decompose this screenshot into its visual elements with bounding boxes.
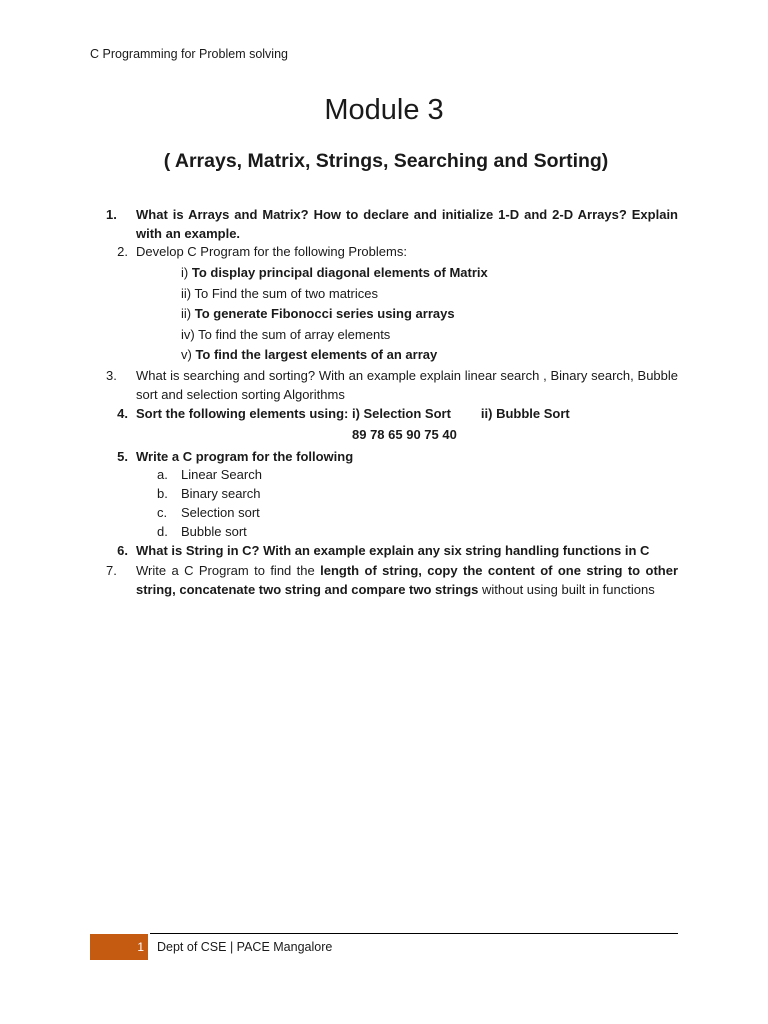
- sub-item-prefix: iv): [181, 327, 199, 342]
- question-number: 7.: [106, 563, 117, 578]
- question-text: Write a C Program to find the: [136, 563, 321, 578]
- sub-item-prefix: i): [181, 265, 192, 280]
- question-number: 4.: [117, 406, 128, 421]
- footer-rule: [150, 933, 678, 934]
- question-text: Sort the following elements using: i) Selection Sort: [136, 406, 451, 421]
- question-number: 2.: [117, 244, 128, 259]
- page-title: Module 3: [324, 94, 444, 126]
- question-3: [106, 367, 678, 404]
- sub-item-prefix: ii): [181, 286, 195, 301]
- list-item-text: Bubble sort: [181, 524, 247, 539]
- list-letter: b.: [157, 486, 168, 501]
- list-item-text: Linear Search: [181, 467, 262, 482]
- sub-item-text: To generate Fibonocci series using arrays: [194, 306, 455, 321]
- sub-item-text: To find the largest elements of an array: [195, 347, 438, 362]
- list-item: [157, 523, 247, 542]
- list-item: [157, 485, 261, 504]
- question-number: 6.: [117, 543, 128, 558]
- sub-item: [181, 305, 455, 324]
- question-number: 3.: [106, 368, 117, 383]
- question-text: What is searching and sorting? With an example explain linear search , Binary search, Bubble sort and selection sorting Algorithms: [136, 368, 678, 402]
- question-text: What is Arrays and Matrix? How to declare and initialize 1-D and 2-D Arrays? Explain with an example.: [136, 207, 678, 241]
- list-letter: d.: [157, 524, 168, 539]
- question-2: [117, 243, 678, 262]
- running-header: C Programming for Problem solving: [90, 47, 288, 61]
- question-text-end: without using built in functions: [478, 581, 655, 597]
- sub-item: [181, 346, 437, 365]
- list-item: [157, 466, 262, 485]
- sort-elements: 89 78 65 90 75 40: [352, 427, 457, 442]
- question-text: What is String in C? With an example explain any six string handling functions in C: [136, 543, 650, 558]
- page-subtitle: ( Arrays, Matrix, Strings, Searching and Sorting): [163, 150, 609, 172]
- question-7: [106, 562, 678, 599]
- question-number: 1.: [106, 207, 117, 222]
- sub-item: [181, 285, 378, 304]
- sub-item-text: To display principal diagonal elements of Matrix: [191, 265, 488, 280]
- question-text-part: ii) Bubble Sort: [480, 406, 570, 421]
- sub-item-text: To Find the sum of two matrices: [194, 286, 378, 301]
- sub-item: [181, 326, 390, 345]
- list-letter: c.: [157, 505, 168, 520]
- question-number: 5.: [117, 449, 128, 464]
- question-6: [117, 542, 678, 561]
- sub-item-prefix: ii): [181, 306, 195, 321]
- sub-item-text: To find the sum of array elements: [198, 327, 391, 342]
- question-1: [106, 206, 678, 243]
- list-letter: a.: [157, 467, 168, 482]
- list-item-text: Selection sort: [181, 505, 260, 520]
- list-item: [157, 504, 260, 523]
- sub-item: [181, 264, 488, 283]
- question-text-bold: length of string, copy the content of one string to other string, concatenate two string and compare two strings: [136, 563, 678, 597]
- question-4: [117, 405, 678, 424]
- question-5: [117, 448, 678, 467]
- list-item-text: Binary search: [181, 486, 261, 501]
- question-text: Develop C Program for the following Problems:: [136, 244, 407, 259]
- question-text: Write a C program for the following: [136, 449, 354, 464]
- footer-text: Dept of CSE | PACE Mangalore: [157, 940, 333, 954]
- page-number: 1: [137, 940, 144, 954]
- sub-item-prefix: v): [181, 347, 196, 362]
